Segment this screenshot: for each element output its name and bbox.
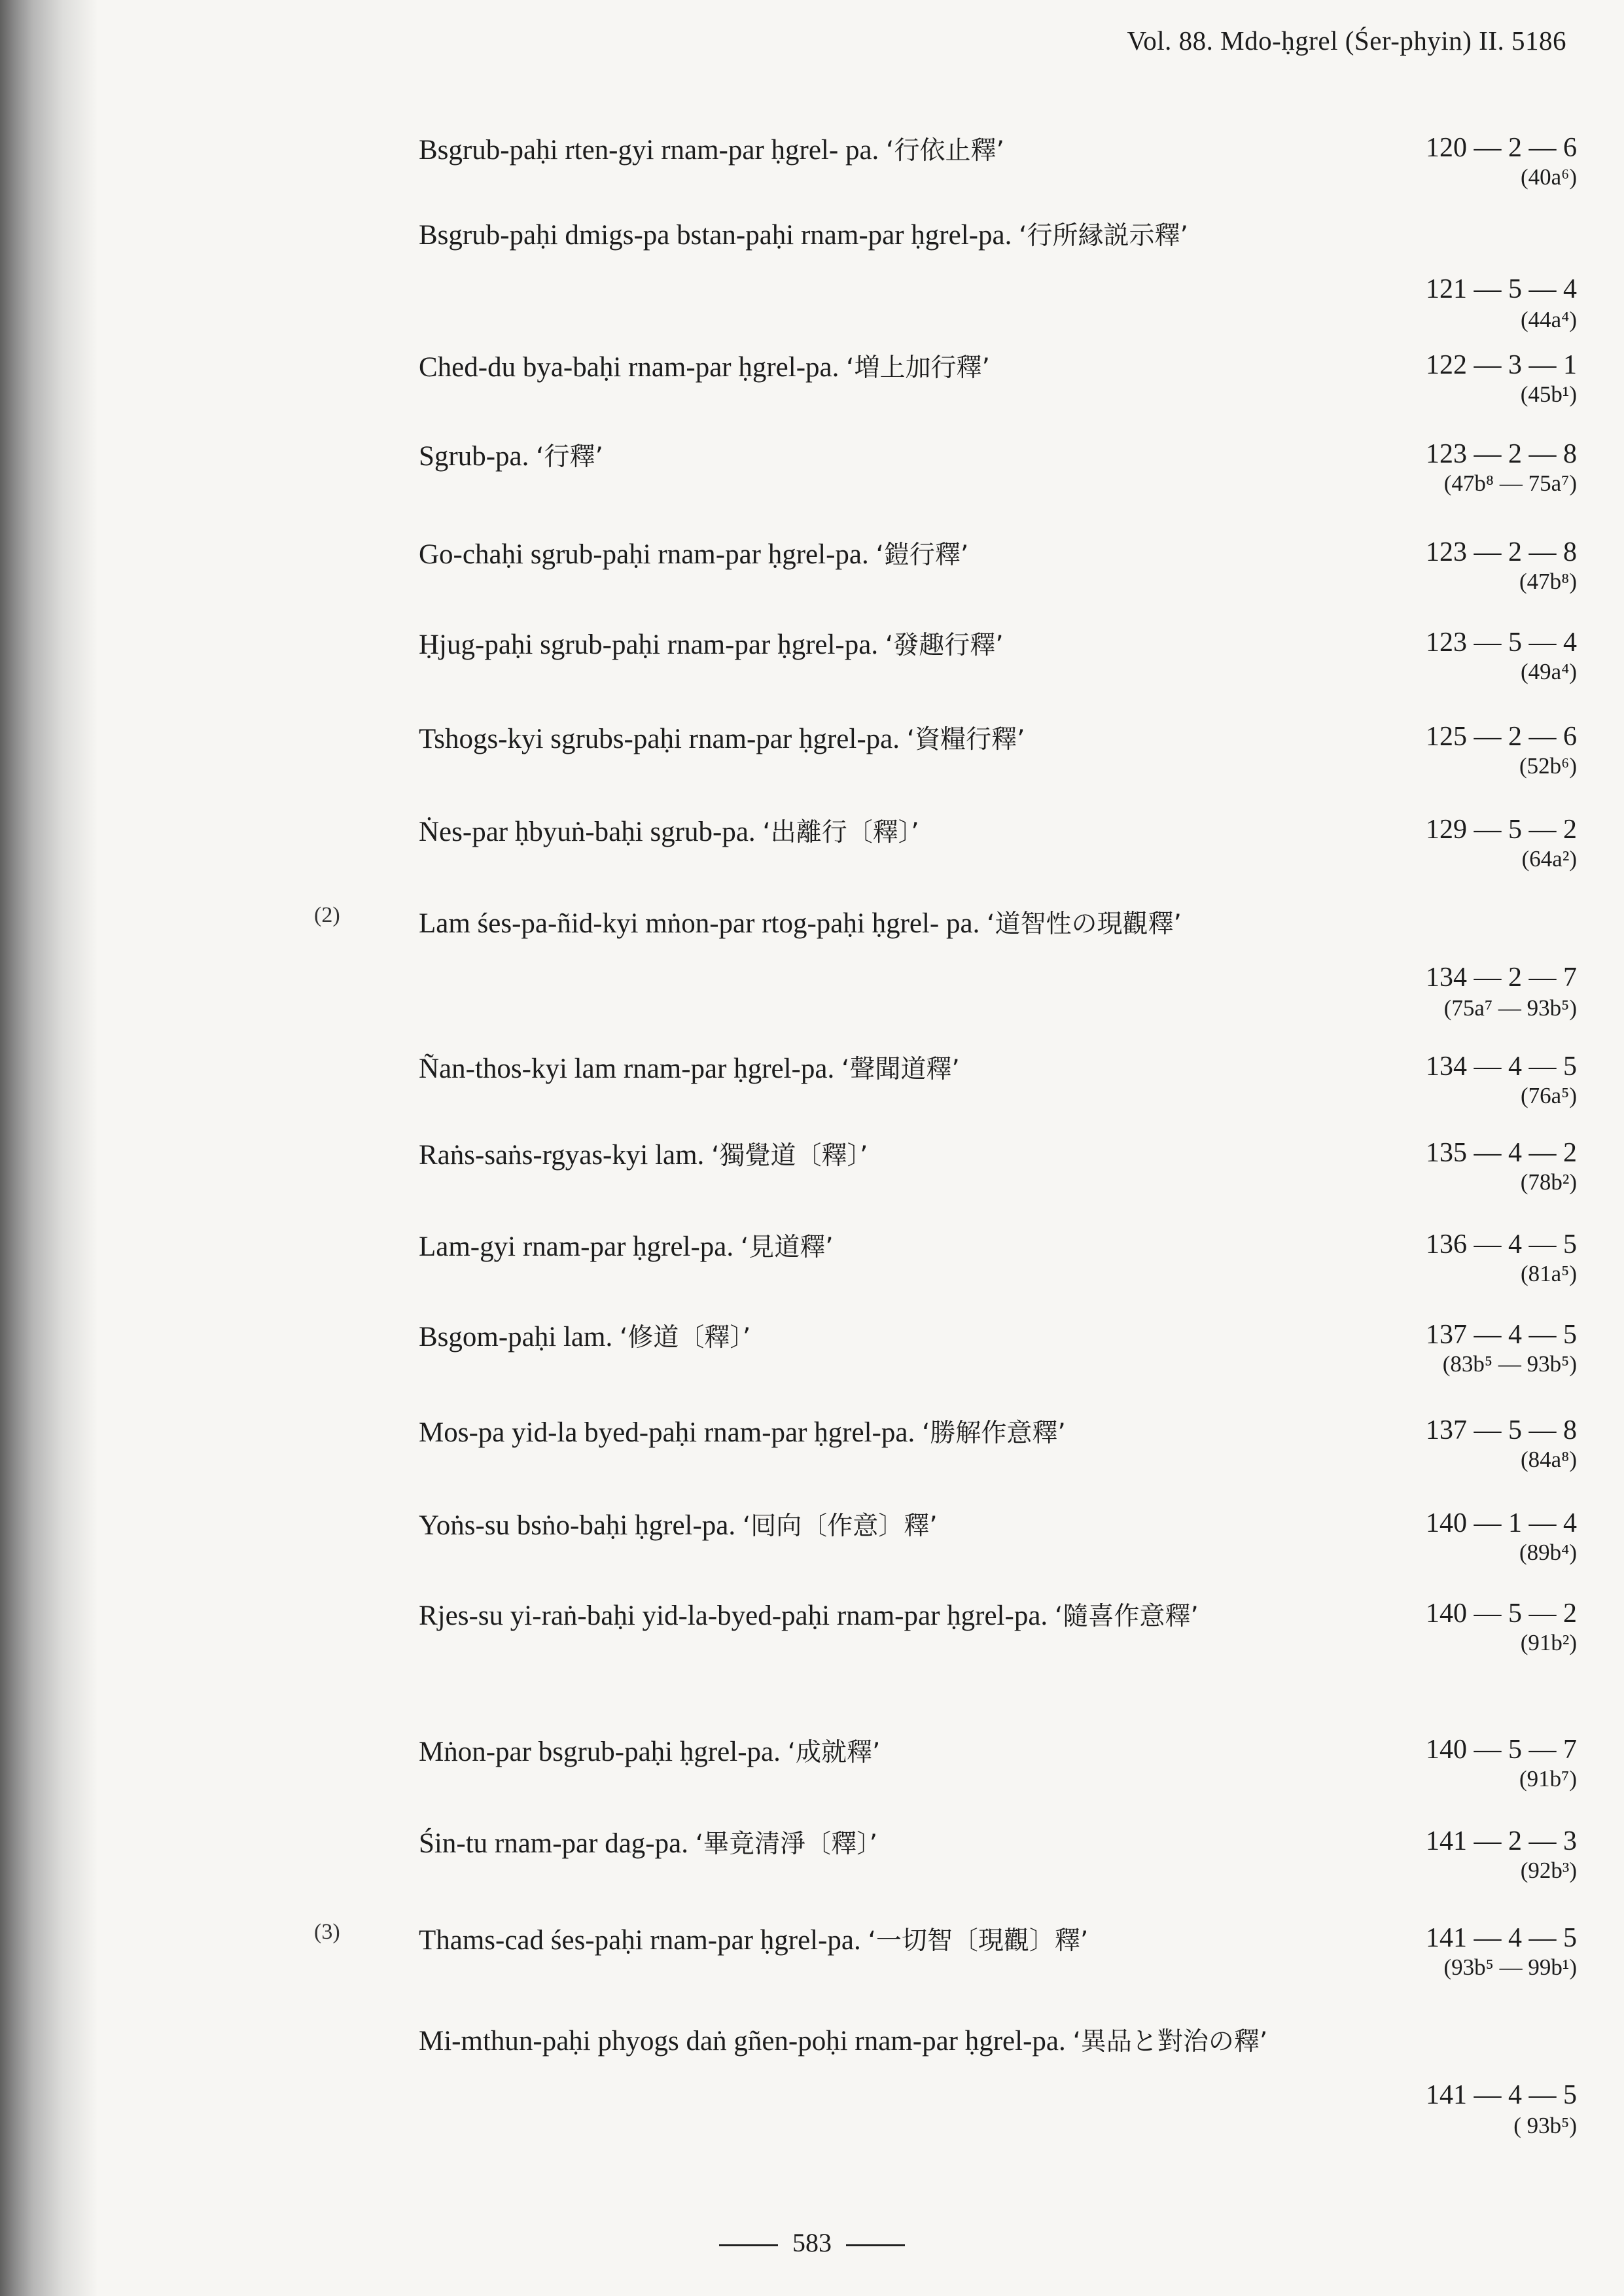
entry-reference: 137 — 4 — 5 [1426, 1320, 1577, 1350]
entry-title-romanized: Raṅs-saṅs-rgyas-kyi lam. [419, 1140, 705, 1171]
entry-title [419, 1133, 1354, 1178]
entry-folio: ( 93b⁵) [1513, 2113, 1577, 2138]
entry [353, 717, 1577, 815]
entry [353, 533, 1577, 631]
page-number-dash-left [719, 2244, 778, 2246]
entry-title-romanized: Ḥjug-paḥi sgrub-paḥi rnam-par ḥgrel-pa. [419, 629, 879, 660]
entry-title-romanized: Yoṅs-su bsṅo-baḥi ḥgrel-pa. [419, 1510, 736, 1541]
entry [353, 1225, 1577, 1323]
entry-title [419, 1411, 1354, 1456]
entry [353, 434, 1577, 533]
entry [353, 1594, 1577, 1692]
entry-folio: (47b⁸ — 75a⁷) [1443, 470, 1577, 496]
entry-title-japanese: ‘行依止釋’ [886, 136, 1004, 166]
entry-title-romanized: Sgrub-pa. [419, 441, 529, 472]
entry-reference: 135 — 4 — 2 [1426, 1138, 1577, 1168]
entry [353, 2019, 1577, 2138]
entry-title-romanized: Ñan-thos-kyi lam rnam-par ḥgrel-pa. [419, 1053, 835, 1084]
entry-title-japanese: ‘鎧行釋’ [875, 540, 969, 570]
entry-title-japanese: ‘聲聞道釋’ [841, 1055, 960, 1084]
entry-reference: 141 — 4 — 5 [1426, 1923, 1577, 1953]
entry-folio: (92b³) [1520, 1858, 1577, 1883]
entry-folio: (81a⁵) [1520, 1261, 1577, 1286]
entry-title [419, 902, 1354, 947]
entry-title-japanese: ‘見道釋’ [740, 1233, 834, 1262]
entry-title-romanized: Lam-gyi rnam-par ḥgrel-pa. [419, 1231, 734, 1262]
entry-title [419, 1225, 1354, 1270]
entry [353, 213, 1577, 332]
running-header: Vol. 88. Mdo-ḥgrel (Śer-phyin) II. 5186 [1127, 26, 1566, 56]
entry-title-romanized: Go-chaḥi sgrub-paḥi rnam-par ḥgrel-pa. [419, 539, 869, 570]
entry-title [419, 213, 1354, 258]
entry-title [419, 1730, 1354, 1775]
entry-title-romanized: Bsgrub-paḥi dmigs-pa bstan-paḥi rnam-par ḥgrel-pa. [419, 220, 1012, 251]
entry-title-japanese: ‘道智性の現觀釋’ [987, 910, 1182, 939]
entry-reference: 140 — 1 — 4 [1426, 1508, 1577, 1538]
entry [353, 1730, 1577, 1828]
entry-title-japanese: ‘一切智〔現觀〕釋’ [868, 1926, 1089, 1956]
entry-title [419, 1047, 1354, 1092]
entry-title-japanese: ‘行釋’ [536, 442, 603, 472]
entry-title [419, 1822, 1354, 1867]
entry-title-japanese: ‘行所縁説示釋’ [1019, 221, 1188, 251]
entry-folio: (45b¹) [1520, 381, 1577, 407]
entry-reference: 141 — 2 — 3 [1426, 1826, 1577, 1856]
entry-title [419, 533, 1354, 578]
entry-title-japanese: ‘増上加行釋’ [846, 353, 990, 383]
entry [353, 1822, 1577, 1920]
entry-title-romanized: Śin-tu rnam-par dag-pa. [419, 1828, 688, 1859]
entry-folio: (44a⁴) [1520, 307, 1577, 332]
entry-title-romanized: Mos-pa yid-la byed-paḥi rnam-par ḥgrel-pa. [419, 1417, 915, 1448]
entry-title [419, 623, 1354, 668]
entry [353, 1047, 1577, 1145]
entry-title [419, 1504, 1354, 1549]
entry-reference: 141 — 4 — 5 [1426, 2080, 1577, 2110]
entry-title-japanese: ‘獨覺道〔釋〕’ [711, 1141, 868, 1171]
entry-title [419, 810, 1354, 855]
entry-folio: (78b²) [1520, 1169, 1577, 1195]
entry-title-japanese: ‘成就釋’ [787, 1738, 881, 1767]
entry-title [419, 2019, 1354, 2064]
entry-reference: 123 — 5 — 4 [1426, 627, 1577, 658]
entry [353, 1315, 1577, 1413]
page-number [0, 2227, 1624, 2258]
entry-title [419, 1315, 1354, 1360]
entry-title-romanized: Bsgom-paḥi lam. [419, 1322, 613, 1352]
section-number: (2) [314, 903, 340, 927]
entry-folio: (91b²) [1520, 1630, 1577, 1655]
page-number-dash-right [846, 2244, 905, 2246]
entry-folio: (89b⁴) [1519, 1540, 1577, 1565]
entry-title-romanized: Ṅes-par ḥbyuṅ-baḥi sgrub-pa. [419, 817, 756, 847]
entry-title-romanized: Thams-cad śes-paḥi rnam-par ḥgrel-pa. [419, 1925, 861, 1956]
entry-folio: (83b⁵ — 93b⁵) [1442, 1351, 1577, 1377]
entry-title-romanized: Bsgrub-paḥi rten-gyi rnam-par ḥgrel- pa. [419, 135, 879, 166]
entry [314, 1918, 1577, 2017]
entry-folio: (47b⁸) [1519, 569, 1577, 594]
entry [353, 1504, 1577, 1602]
entry [353, 810, 1577, 908]
entry-title-japanese: ‘修道〔釋〕’ [619, 1323, 751, 1352]
entry-reference: 134 — 2 — 7 [1426, 963, 1577, 993]
entry-reference: 129 — 5 — 2 [1426, 815, 1577, 845]
entry-reference: 140 — 5 — 2 [1426, 1598, 1577, 1629]
entry-folio: (91b⁷) [1519, 1766, 1577, 1792]
entry [353, 345, 1577, 444]
entry-title [419, 1918, 1354, 1964]
entry [353, 128, 1577, 226]
entry-folio: (40a⁶) [1520, 164, 1577, 190]
entry-folio: (84a⁸) [1520, 1447, 1577, 1472]
entry [353, 623, 1577, 721]
entry-reference: 121 — 5 — 4 [1426, 274, 1577, 304]
entry [353, 1133, 1577, 1231]
entry-reference: 136 — 4 — 5 [1426, 1229, 1577, 1260]
entry-title-japanese: ‘囘向〔作意〕釋’ [742, 1511, 938, 1541]
entry-reference: 134 — 4 — 5 [1426, 1051, 1577, 1082]
entry-title-japanese: ‘資糧行釋’ [906, 725, 1025, 754]
entry-title-japanese: ‘隨喜作意釋’ [1054, 1602, 1199, 1631]
entry-reference: 120 — 2 — 6 [1426, 133, 1577, 163]
entry-title-romanized: Rjes-su yi-raṅ-baḥi yid-la-byed-paḥi rnam-par ḥgrel-pa. [419, 1600, 1048, 1631]
entry-reference: 123 — 2 — 8 [1426, 537, 1577, 567]
entry-folio: (75a⁷ — 93b⁵) [1443, 995, 1577, 1021]
entry-title-japanese: ‘異品と對治の釋’ [1072, 2027, 1268, 2057]
entry-title [419, 717, 1354, 762]
entry-title-romanized: Tshogs-kyi sgrubs-paḥi rnam-par ḥgrel-pa. [419, 724, 900, 754]
entry-folio: (64a²) [1521, 846, 1577, 872]
entry-title-japanese: ‘出離行〔釋〕’ [762, 818, 919, 847]
entry-reference: 140 — 5 — 7 [1426, 1735, 1577, 1765]
entry-title [419, 345, 1354, 391]
entry [314, 902, 1577, 1021]
entry-reference: 125 — 2 — 6 [1426, 722, 1577, 752]
page-number-value: 583 [792, 2228, 832, 2257]
entry-reference: 137 — 5 — 8 [1426, 1415, 1577, 1445]
entry-title-romanized: Mi-mthun-paḥi phyogs daṅ gñen-poḥi rnam-par ḥgrel-pa. [419, 2026, 1066, 2057]
entry-title [419, 434, 1354, 480]
entry-title-japanese: ‘畢竟清淨〔釋〕’ [695, 1829, 877, 1859]
entry-title [419, 1594, 1354, 1639]
entry-folio: (76a⁵) [1520, 1083, 1577, 1108]
entry-title-japanese: ‘發趣行釋’ [885, 631, 1004, 660]
entry-folio: (93b⁵ — 99b¹) [1443, 1954, 1577, 1980]
entry-folio: (52b⁶) [1519, 753, 1577, 779]
entry-reference: 123 — 2 — 8 [1426, 439, 1577, 469]
section-number: (3) [314, 1920, 340, 1944]
entry-title-japanese: ‘勝解作意釋’ [921, 1419, 1066, 1448]
entry-folio: (49a⁴) [1520, 659, 1577, 684]
entry-title-romanized: Lam śes-pa-ñid-kyi mṅon-par rtog-paḥi ḥgrel- pa. [419, 908, 980, 939]
entry-title [419, 128, 1354, 173]
entry-reference: 122 — 3 — 1 [1426, 350, 1577, 380]
entry-title-romanized: Mṅon-par bsgrub-paḥi ḥgrel-pa. [419, 1737, 781, 1767]
entry-title-romanized: Ched-du bya-baḥi rnam-par ḥgrel-pa. [419, 352, 839, 383]
entry [353, 1411, 1577, 1509]
